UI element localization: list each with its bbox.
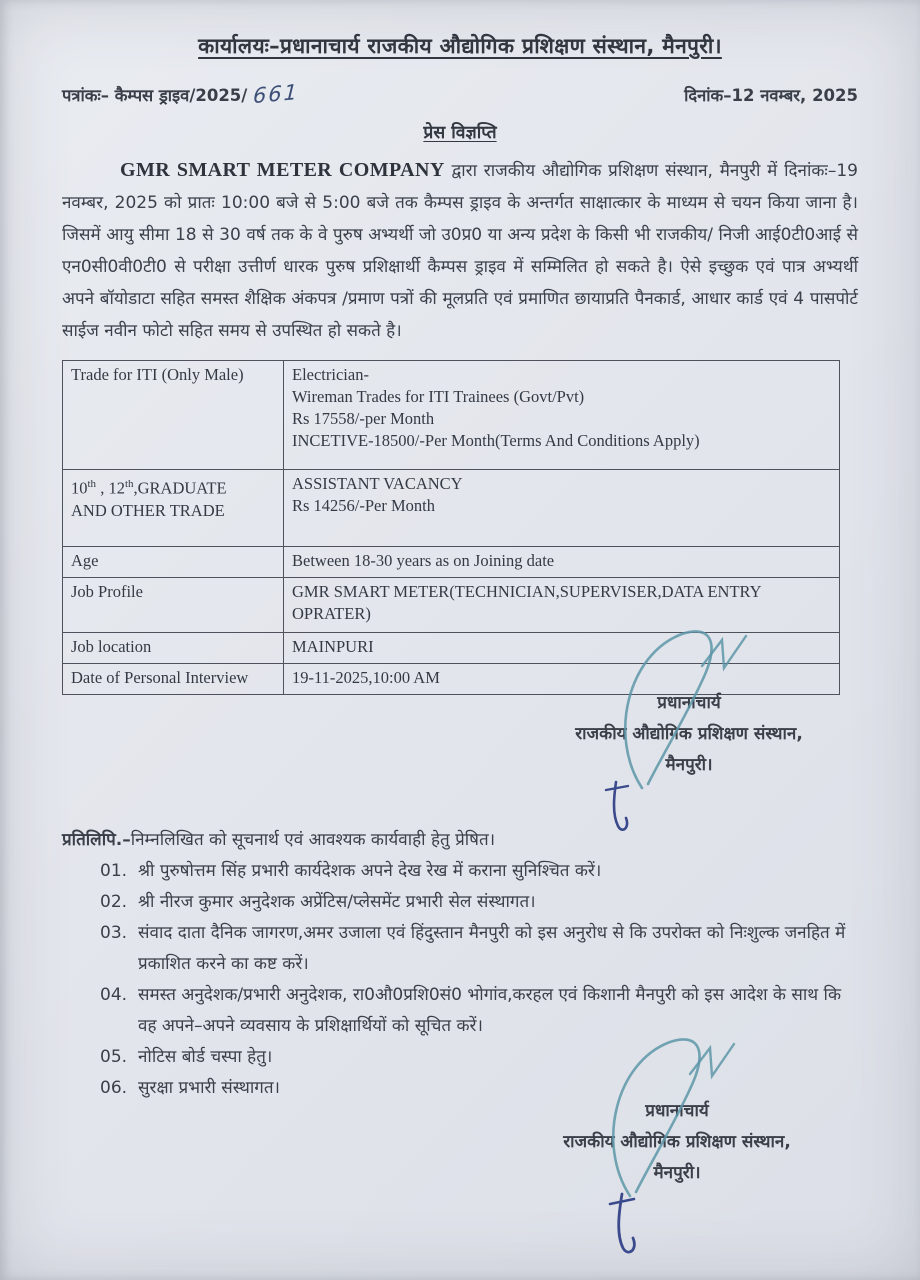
signature-block: [524, 688, 854, 781]
row-value: Between 18-30 years as on Joining date: [284, 547, 840, 578]
value-line: INCETIVE-18500/-Per Month(Terms And Conditions Apply): [292, 431, 700, 450]
letter-number-handwritten: 661: [252, 79, 300, 109]
value-line: ASSISTANT VACANCY: [292, 474, 463, 493]
letter-number: [62, 79, 300, 109]
vacancy-table: [62, 360, 840, 695]
row-key: [63, 470, 284, 547]
copy-item: 06. सुरक्षा प्रभारी संस्थागत।: [100, 1078, 280, 1098]
signature-initial-icon: [594, 776, 654, 836]
copy-heading-text: निम्नलिखित को सूचनार्थ एवं आवश्यक कार्यवाही हेतु प्रेषित।: [130, 830, 496, 850]
signatory-designation: प्रधानाचार्य: [657, 693, 721, 713]
reference-row: [62, 79, 858, 109]
copy-item: 05. नोटिस बोर्ड चस्पा हेतु।: [100, 1047, 273, 1067]
signatory-org: राजकीय औद्योगिक प्रशिक्षण संस्थान,: [563, 1132, 791, 1152]
copy-item: 04. समस्त अनुदेशक/प्रभारी अनुदेशक, रा0औ0प्रशि0सं0 भोगांव,करहल एवं किशानी मैनपुरी को इस आदेश के साथ कि वह अपने–अपने व्यवसाय के प्रशिक्षार्थियों को सूचित करें।: [100, 985, 841, 1036]
value-line: Wireman Trades for ITI Trainees (Govt/Pvt): [292, 387, 585, 406]
row-key: Job location: [63, 633, 284, 664]
row-value: [284, 361, 840, 470]
row-key: Trade for ITI (Only Male): [63, 361, 284, 470]
body-paragraph: [62, 154, 858, 347]
body-paragraph-text: द्वारा राजकीय औद्योगिक प्रशिक्षण संस्थान, मैनपुरी में दिनांकः–19 नवम्बर, 2025 को प्रातः 10:00 बजे से 5:00 बजे तक कैम्पस ड्राइव के अन्तर्गत साक्षात्कार के माध्यम से चयन किया जाना है। जिसमें आयु सीमा 18 से 30 वर्ष तक के वे पुरुष अभ्यर्थी जो उ0प्र0 या अन्य प्रदेश के किसी भी राजकीय/ निजी आई0टी0आई से एन0सी0वी0टी0 से परीक्षा उत्तीर्ण धारक पुरुष प्रशिक्षार्थी कैम्पस ड्राइव में सम्मिलित हो सकते है। ऐसे इच्छुक एवं पात्र अभ्यर्थी अपने बॉयोडाटा सहित समस्त शैक्षिक अंकपत्र /प्रमाण पत्रों की मूलप्रति एवं प्रमाणित छायाप्रति पैनकार्ड, आधार कार्ड एवं 4 पासपोर्ट साईज नवीन फोटो सहित समय से उपस्थित हो सकते है।: [62, 161, 858, 341]
letter-date: दिनांक–12 नवम्बर, 2025: [684, 86, 858, 105]
signatory-place: मैनपुरी।: [653, 1163, 701, 1183]
office-title: कार्यालयः–प्रधानाचार्य राजकीय औद्योगिक प्रशिक्षण संस्थान, मैनपुरी।: [198, 34, 722, 58]
table-row: [63, 633, 840, 664]
row-value: [284, 578, 840, 633]
row-value: [284, 470, 840, 547]
signatory-org: राजकीय औद्योगिक प्रशिक्षण संस्थान,: [575, 724, 803, 744]
copy-items: [62, 856, 858, 1104]
copy-heading: [62, 827, 858, 850]
copy-heading-label: प्रतिलिपि.–: [62, 830, 131, 850]
table-row: [63, 470, 840, 547]
row-key: Date of Personal Interview: [63, 664, 284, 695]
value-line: GMR SMART METER(TECHNICIAN,SUPERVISER,DATA ENTRY: [292, 582, 762, 601]
company-name: GMR SMART METER COMPANY: [120, 159, 445, 181]
row-key: Age: [63, 547, 284, 578]
table-row: [63, 361, 840, 470]
row-value: 19-11-2025,10:00 AM: [284, 664, 840, 695]
table-row: [63, 578, 840, 633]
value-line: OPRATER): [292, 604, 371, 623]
signature-initial-icon: [596, 1188, 666, 1260]
copy-item: 01. श्री पुरुषोत्तम सिंह प्रभारी कार्यदेशक अपने देख रेख में कराना सुनिश्चित करें।: [100, 861, 602, 881]
signature-block: [512, 1096, 842, 1189]
value-line: Rs 14256/-Per Month: [292, 496, 436, 515]
value-line: Rs 17558/-per Month: [292, 409, 435, 428]
copy-item: 02. श्री नीरज कुमार अनुदेशक अप्रेंटिस/प्लेसमेंट प्रभारी सेल संस्थागत।: [100, 892, 536, 912]
letter-number-label: पत्रांकः– कैम्पस ड्राइव/2025/: [62, 86, 248, 105]
table-row: [63, 547, 840, 578]
row-value: MAINPURI: [284, 633, 840, 664]
signatory-designation: प्रधानाचार्य: [645, 1101, 709, 1121]
row-key: Job Profile: [63, 578, 284, 633]
signatory-place: मैनपुरी।: [665, 755, 713, 775]
value-line: Electrician-: [292, 365, 369, 384]
copy-item: 03. संवाद दाता दैनिक जागरण,अमर उजाला एवं हिंदुस्तान मैनपुरी को इस अनुरोध से कि उपरोक्त को निःशुल्क जनहित में प्रकाशित करने का कष्ट करें।: [100, 923, 846, 974]
key-line: 10th , 12th,GRADUATE: [71, 478, 227, 498]
copy-section: [62, 827, 858, 1104]
key-line: AND OTHER TRADE: [71, 500, 225, 520]
press-release-heading: प्रेस विज्ञप्ति: [423, 123, 497, 143]
